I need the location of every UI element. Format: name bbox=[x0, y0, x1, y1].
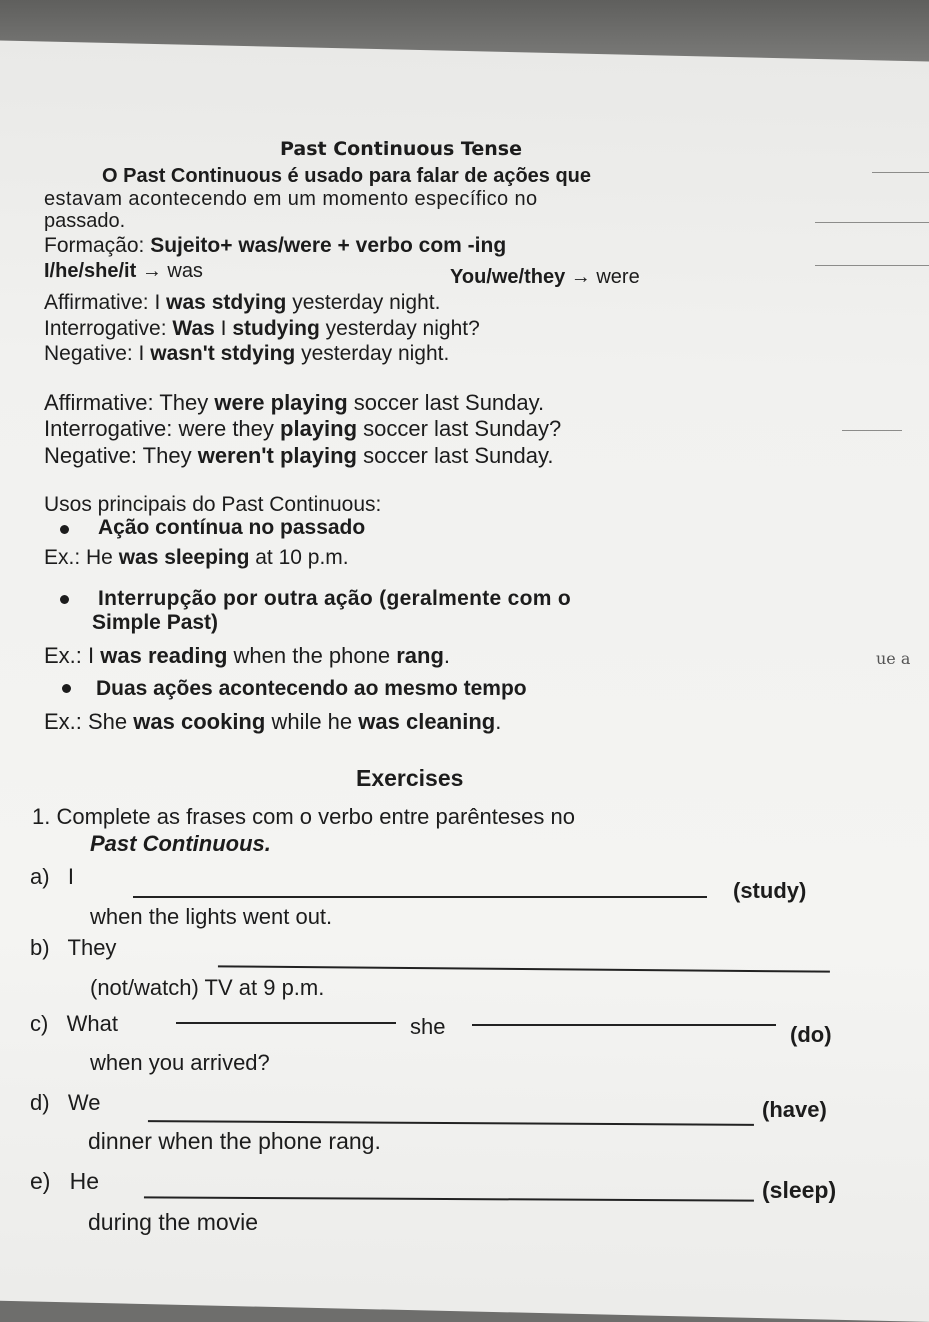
use-3-title: Duas ações acontecendo ao mesmo tempo bbox=[96, 677, 527, 700]
intro-line-1: O Past Continuous é usado para falar de ações que bbox=[102, 165, 592, 187]
margin-rule bbox=[815, 222, 929, 223]
exercise-d-rest: dinner when the phone rang. bbox=[88, 1128, 381, 1154]
example-interrogative-2: Interrogative: were they playing soccer last Sunday? bbox=[44, 416, 562, 441]
exercise-instruction-line-1: 1. Complete as frases com o verbo entre parênteses no bbox=[32, 804, 575, 829]
exercise-a-verb: (study) bbox=[733, 878, 807, 903]
example-negative-1: Negative: I wasn't stdying yesterday night. bbox=[44, 342, 450, 365]
exercise-c-blank-2[interactable] bbox=[472, 1006, 776, 1026]
exercise-d-verb: (have) bbox=[762, 1097, 827, 1122]
exercise-b-start: b) They bbox=[30, 935, 117, 960]
margin-rule bbox=[842, 430, 902, 431]
exercises-heading: Exercises bbox=[356, 765, 464, 791]
exercise-b-rest: (not/watch) TV at 9 p.m. bbox=[90, 975, 325, 1000]
exercise-e-start: e) He bbox=[30, 1168, 100, 1194]
formation-plural: You/we/they → were bbox=[450, 266, 640, 288]
exercise-a-rest: when the lights went out. bbox=[90, 904, 333, 929]
example-negative-2: Negative: They weren't playing soccer last Sunday. bbox=[44, 443, 554, 468]
exercise-b-blank[interactable] bbox=[218, 947, 830, 972]
exercise-d-start: d) We bbox=[30, 1090, 101, 1115]
exercise-c-start: c) What bbox=[30, 1011, 119, 1036]
exercise-c-mid: she bbox=[410, 1014, 446, 1039]
exercise-a-blank[interactable] bbox=[133, 878, 707, 898]
bullet-dot bbox=[60, 525, 69, 534]
example-affirmative-2: Affirmative: They were playing soccer last Sunday. bbox=[44, 390, 545, 415]
intro-line-3: passado. bbox=[44, 210, 126, 232]
exercise-c-rest: when you arrived? bbox=[90, 1050, 270, 1075]
bullet-dot bbox=[62, 684, 71, 693]
exercise-c-verb: (do) bbox=[790, 1022, 832, 1047]
exercise-e-verb: (sleep) bbox=[762, 1177, 837, 1203]
formation-singular: I/he/she/it → was bbox=[44, 260, 203, 282]
formation-line: Formação: Sujeito+ was/were + verbo com -ing bbox=[44, 234, 507, 257]
exercise-e-rest: during the movie bbox=[88, 1209, 259, 1235]
exercise-e-blank[interactable] bbox=[144, 1178, 754, 1201]
intro-line-2: estavam acontecendo em um momento específico no bbox=[44, 188, 538, 210]
use-2-title-line-2: Simple Past) bbox=[92, 611, 219, 634]
use-2-example: Ex.: I was reading when the phone rang. bbox=[44, 643, 451, 668]
margin-fragment: ue a bbox=[876, 649, 911, 668]
page-title: Past Continuous Tense bbox=[280, 138, 522, 160]
margin-rule bbox=[872, 172, 929, 173]
exercise-c-blank-1[interactable] bbox=[176, 1004, 396, 1024]
use-1-title: Ação contínua no passado bbox=[98, 516, 366, 539]
uses-heading: Usos principais do Past Continuous: bbox=[44, 493, 382, 516]
example-affirmative-1: Affirmative: I was stdying yesterday night. bbox=[44, 291, 441, 314]
use-1-example: Ex.: He was sleeping at 10 p.m. bbox=[44, 546, 349, 569]
exercise-a-start: a) I bbox=[30, 864, 75, 889]
exercise-instruction-line-2: Past Continuous. bbox=[90, 831, 271, 856]
use-2-title-line-1: Interrupção por outra ação (geralmente com o bbox=[98, 587, 571, 610]
margin-rule bbox=[815, 265, 929, 266]
bullet-dot bbox=[60, 595, 69, 604]
use-3-example: Ex.: She was cooking while he was cleaning. bbox=[44, 709, 502, 734]
example-interrogative-1: Interrogative: Was I studying yesterday night? bbox=[44, 317, 480, 340]
exercise-d-blank[interactable] bbox=[148, 1102, 754, 1126]
